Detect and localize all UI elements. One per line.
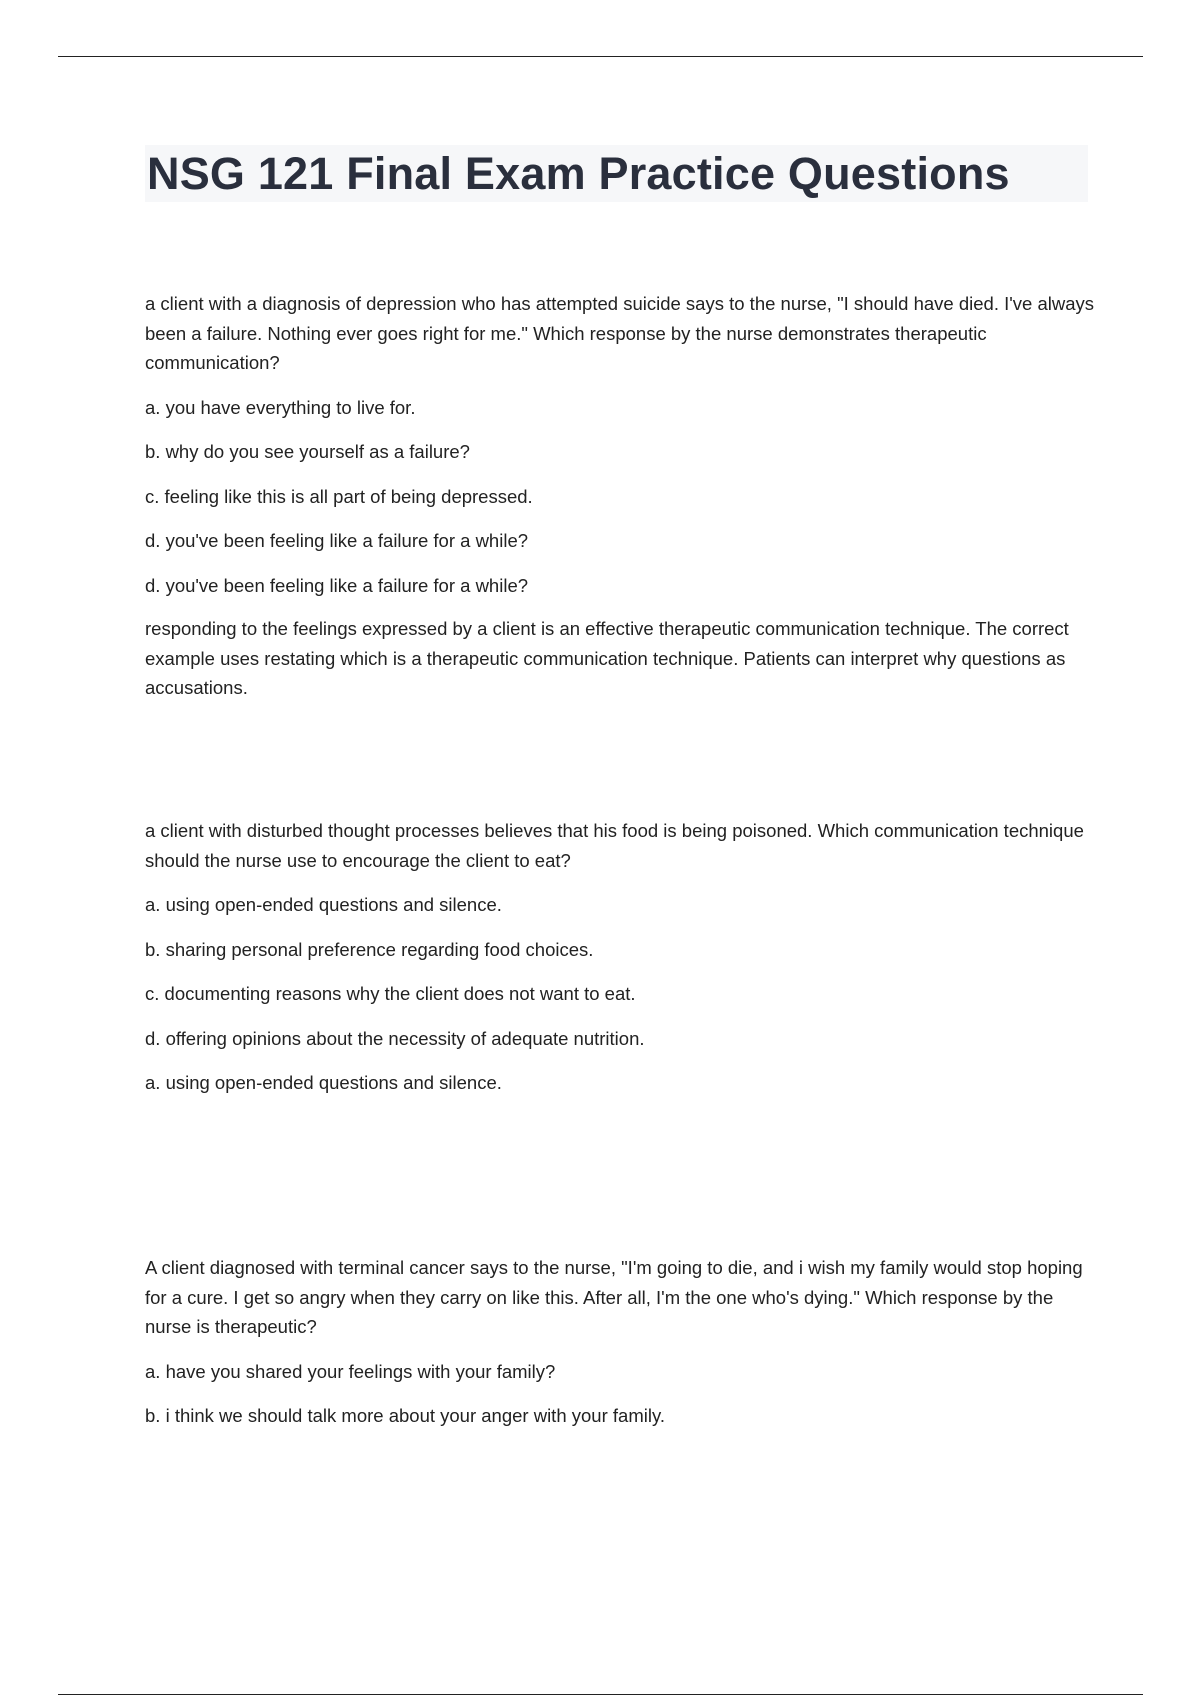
- question-stem: a client with disturbed thought processes believes that his food is being poisoned. Which communication technique should the nurse use to encourage the client to eat?: [145, 820, 1084, 871]
- option-b: b. i think we should talk more about your anger with your family.: [145, 1405, 665, 1426]
- rationale: responding to the feelings expressed by a client is an effective therapeutic communication technique. The correct example uses restating which is a therapeutic communication technique. Patients can interpret why questions as accusations.: [145, 618, 1069, 698]
- option-d: d. offering opinions about the necessity of adequate nutrition.: [145, 1027, 645, 1049]
- option-a: a. using open-ended questions and silence.: [145, 894, 502, 915]
- page-title: NSG 121 Final Exam Practice Questions: [147, 148, 1010, 199]
- answer: a. using open-ended questions and silence.: [145, 1072, 502, 1093]
- bottom-rule: [58, 1694, 1143, 1695]
- answer: d. you've been feeling like a failure for a while?: [145, 574, 529, 596]
- question-2: [145, 816, 1095, 1098]
- option-d: d. you've been feeling like a failure for a while?: [145, 530, 529, 551]
- option-b: b. why do you see yourself as a failure?: [145, 441, 470, 462]
- option-c: c. feeling like this is all part of being depressed.: [145, 485, 533, 507]
- question-1: [145, 289, 1095, 703]
- question-3: [145, 1253, 1095, 1431]
- question-stem: a client with a diagnosis of depression who has attempted suicide says to the nurse, "I should have died. I've always been a failure. Nothing ever goes right for me." Which response by the nurse demonstrates therapeutic communication?: [145, 293, 1095, 373]
- title-banner: [145, 145, 1088, 202]
- option-b: b. sharing personal preference regarding food choices.: [145, 938, 594, 960]
- option-a: a. you have everything to live for.: [145, 396, 416, 418]
- option-c: c. documenting reasons why the client does not want to eat.: [145, 983, 636, 1004]
- question-stem: A client diagnosed with terminal cancer says to the nurse, "I'm going to die, and i wish my family would stop hoping for a cure. I get so angry when they carry on like this. After all, I'm the one who's dying." Which response by the nurse is therapeutic?: [145, 1257, 1083, 1337]
- option-a: a. have you shared your feelings with your family?: [145, 1360, 556, 1382]
- top-rule: [58, 56, 1143, 57]
